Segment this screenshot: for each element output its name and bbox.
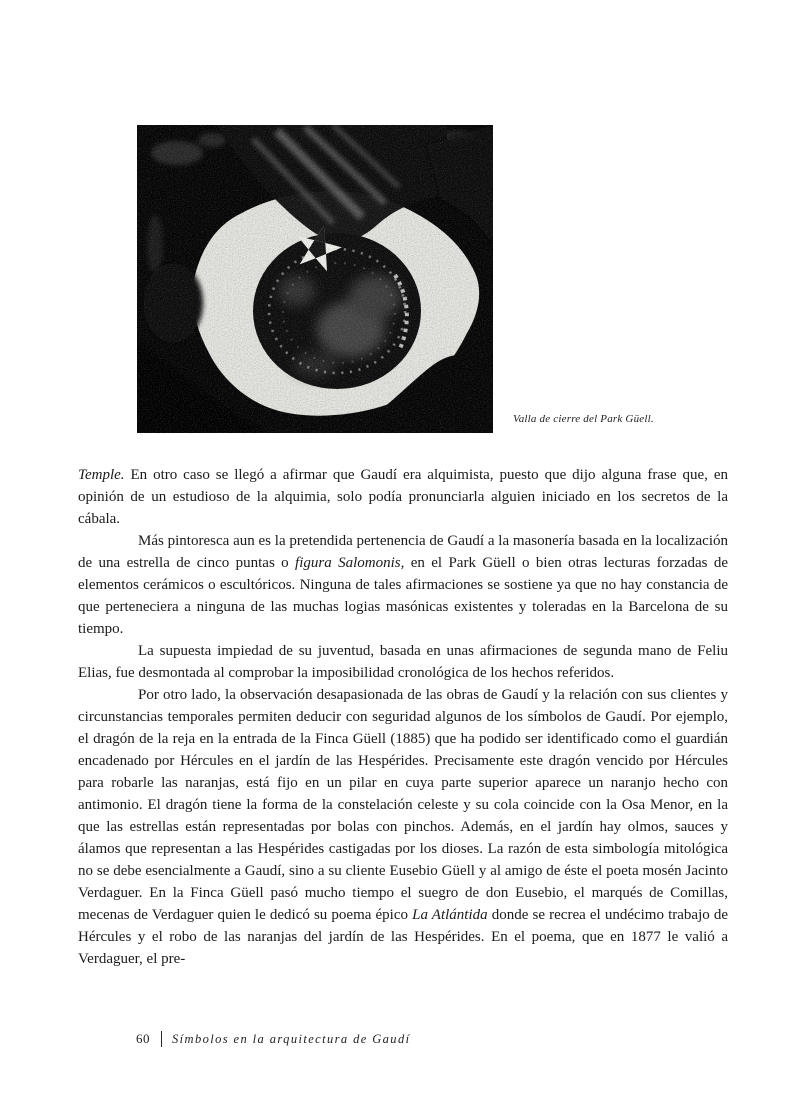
figure-caption: Valla de cierre del Park Güell. bbox=[513, 413, 654, 425]
figure-park-guell-fence bbox=[137, 125, 493, 433]
paragraph-segment: En otro caso se llegó a afirmar que Gaudí era alquimista, puesto que dijo alguna frase que, en opinión de un estudioso de la alquimia, solo podía pronunciarla alguien iniciado en los secretos de la cábala. bbox=[78, 467, 728, 527]
page-footer bbox=[136, 1029, 410, 1049]
park-guell-fence-photo bbox=[137, 125, 493, 433]
body-text bbox=[78, 464, 728, 970]
paragraph-dragon bbox=[78, 684, 728, 970]
paragraph-segment: , en el Park Güell o bien otras lecturas forzadas de elementos cerámicos o escultóricos. Ninguna de tales afirmaciones se sostiene ya que no hay constancia de que perteneciera a ninguna de las muchas logias masónicas existentes y toleradas en la Barcelona de su tiempo. bbox=[78, 555, 728, 637]
page-number: 60 bbox=[136, 1031, 150, 1046]
paragraph-segment-italic: Temple. bbox=[78, 467, 125, 483]
paragraph-segment-italic: figura Salomonis bbox=[295, 555, 401, 571]
grain-overlay-dark bbox=[137, 125, 493, 433]
footer-separator-rule bbox=[161, 1031, 162, 1047]
paragraph-impiedad bbox=[78, 640, 728, 684]
paragraph-segment: Más pintoresca aun es la pretendida pertenencia de Gaudí a la masonería basada en la localización de una estrella de cinco puntas o bbox=[78, 533, 728, 571]
paragraph-masoneria bbox=[78, 530, 728, 640]
running-title: Símbolos en la arquitectura de Gaudí bbox=[172, 1031, 411, 1046]
paragraph-segment: La supuesta impiedad de su juventud, basada en unas afirmaciones de segunda mano de Feliu Elias, fue desmontada al comprobar la imposibilidad cronológica de los hechos referidos. bbox=[78, 643, 728, 681]
paragraph-segment: donde se recrea el undécimo trabajo de Hércules y el robo de las naranjas del jardín de las Hespérides. En el poema, que en 1877 le valió a Verdaguer, el pre- bbox=[78, 907, 729, 967]
paragraph-segment-italic: La Atlántida bbox=[412, 907, 488, 923]
paragraph-temple bbox=[78, 464, 728, 530]
paragraph-segment: Por otro lado, la observación desapasionada de las obras de Gaudí y la relación con sus clientes y circunstancias temporales permiten deducir con seguridad algunos de los símbolos de Gaudí. Por ejemplo, el dragón de la reja en la entrada de la Finca Güell (1885) que ha podido ser identificado como el guardián encadenado por Hércules en el jardín de las Hespérides. Precisamente este dragón vencido por Hércules para robarle las naranjas, está fijo en un pilar en cuya parte superior aparece un naranjo hecho con antimonio. El dragón tiene la forma de la constelación celeste y su cola coincide con la Osa Menor, en la que las estrellas están representadas por bolas con pinchos. Además, en el jardín hay olmos, sauces y álamos que representan a las Hespérides castigadas por los dioses. La razón de esta simbología mitológica no se debe esencialmente a Gaudí, sino a su cliente Eusebio Güell y al amigo de éste el poeta mosén Jacinto Verdaguer. En la Finca Güell pasó mucho tiempo el suegro de don Eusebio, el marqués de Comillas, mecenas de Verdaguer quien le dedicó su poema épico bbox=[78, 687, 728, 923]
